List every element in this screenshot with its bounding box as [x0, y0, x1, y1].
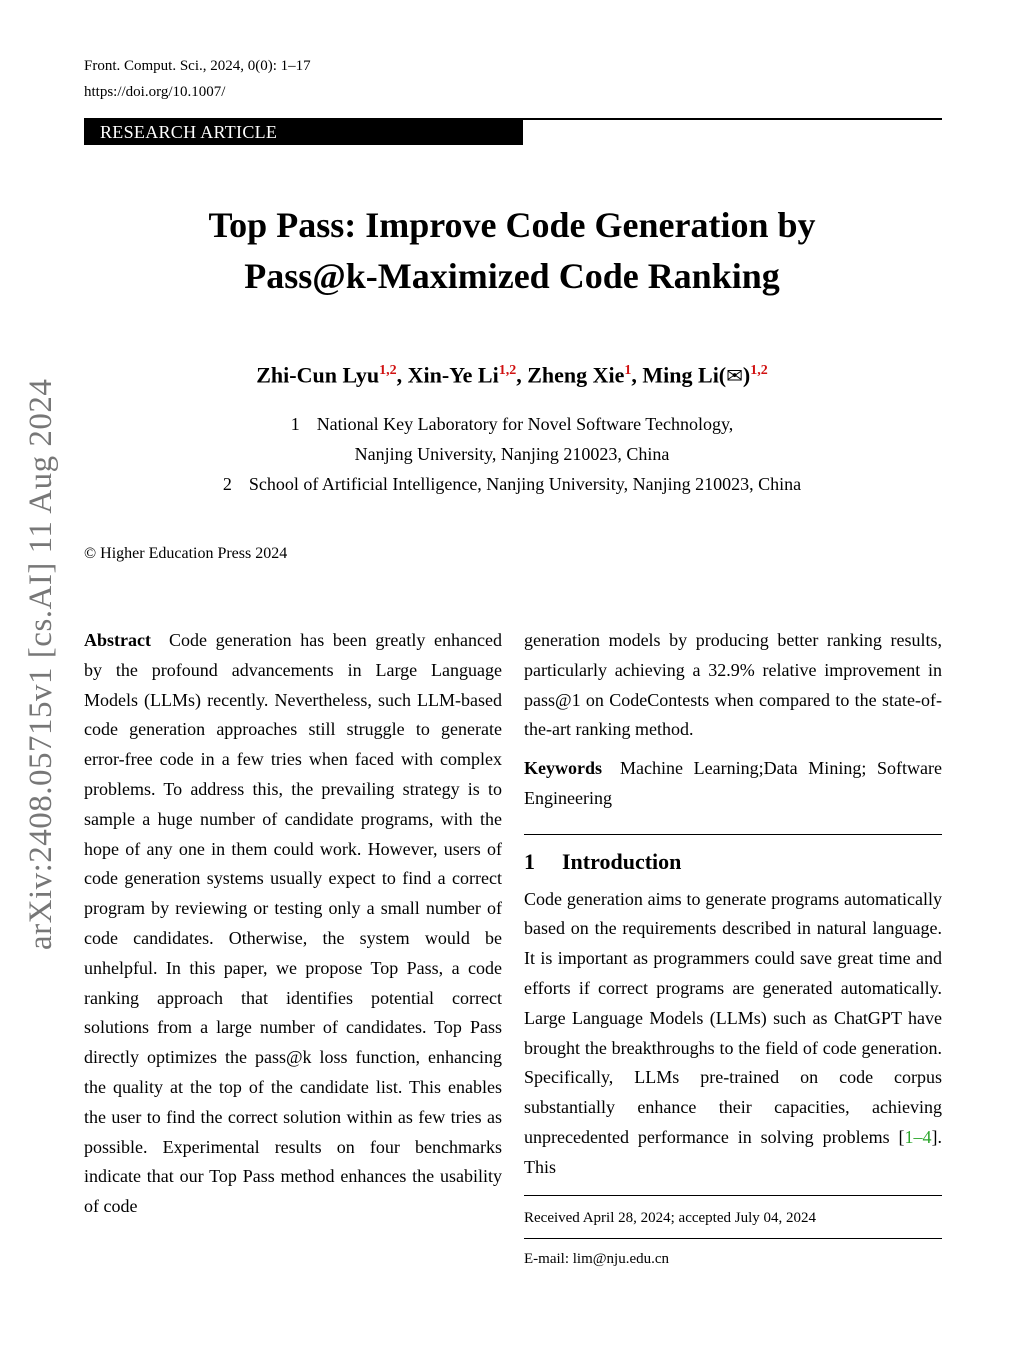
author-affil-mark[interactable]: 1,2	[498, 363, 517, 378]
affiliations	[84, 409, 940, 499]
author-name: Zheng Xie	[527, 362, 625, 388]
title-line-2: Pass@k-Maximized Code Ranking	[244, 256, 780, 296]
affiliation-2: 2 School of Artificial Intelligence, Nanjing University, Nanjing 210023, China	[222, 474, 802, 494]
arxiv-stamp: arXiv:2408.05715v1 [cs.AI] 11 Aug 2024	[23, 378, 59, 950]
author-name: Ming Li(	[642, 362, 727, 388]
intro-paragraph: Code generation aims to generate programs automatically based on the requirements described in natural language. It is important as programmers could save great time and efforts if correct programs are generated automatically. Large Language Models (LLMs) such as ChatGPT have brought the breakthroughs to the field of code generation. Specifically, LLMs pre-trained on code corpus substantially enhance their capacities, achieving unprecedented performance in solving problems [1–4]. This	[524, 888, 942, 1177]
abstract-column	[84, 626, 502, 1222]
author-name: Xin-Ye Li	[407, 362, 499, 388]
section-title: Introduction	[562, 848, 682, 874]
section-divider	[524, 834, 942, 835]
doi-link[interactable]: https://doi.org/10.1007/	[84, 84, 226, 100]
keywords-label: Keywords	[524, 758, 602, 779]
footnote-divider-2	[524, 1238, 942, 1239]
section-number: 1	[524, 848, 535, 874]
author-list: Zhi-Cun Lyu$^{1,2}$, Xin-Ye Li$^{1,2}$, Zheng Xie$^1$, Ming Li(✉)$^{1,2}$	[256, 362, 768, 388]
abstract-label: Abstract	[84, 630, 151, 650]
journal-header	[84, 53, 311, 105]
article-type-banner: RESEARCH ARTICLE	[84, 118, 523, 145]
author-affil-mark[interactable]: 1,2	[379, 363, 397, 378]
section-heading	[524, 847, 942, 877]
affiliation-1-cont: Nanjing University, Nanjing 210023, China	[354, 444, 670, 464]
copyright-notice: © Higher Education Press 2024	[84, 545, 288, 562]
envelope-icon: ✉	[726, 363, 743, 388]
abstract-continued: generation models by producing better ranking results, particularly achieving a 32.9% relative improvement in pass@1 on CodeContests when compared to the state-of-the-art ranking method.	[524, 630, 942, 740]
abstract-text: Code generation has been greatly enhanced by the profound advancements in Large Language Models (LLMs) recently. Nevertheless, such LLM-based code generation approaches still struggle to generate error-free code in a few tries when faced with complex problems. To address this, the prevailing strategy is to sample a huge number of candidate programs, with the hope of any one in them could work. However, users of code generation systems usually expect to find a correct program by reviewing or testing only a small number of code candidates. Otherwise, the system would be unhelpful. In this paper, we propose Top Pass, a code ranking approach that identifies potential correct solutions from a large number of candidates. Top Pass directly optimizes the pass@k loss function, enhancing the quality at the top of the candidate list. This enables the user to find the correct solution within as few tries as possible. Experimental results on four benchmarks indicate that our Top Pass method enhances the usability of code	[84, 630, 502, 1217]
right-column	[524, 626, 942, 1269]
author-affil-mark[interactable]: 1,2	[750, 363, 768, 378]
header-rule	[523, 118, 942, 120]
author-name: Zhi-Cun Lyu	[256, 362, 380, 388]
journal-citation: Front. Comput. Sci., 2024, 0(0): 1–17	[84, 58, 311, 74]
citation-link[interactable]: 1–4	[904, 1126, 932, 1147]
footnote-divider	[524, 1195, 942, 1196]
keywords-text: Machine Learning;Data Mining; Software Engineering	[524, 758, 942, 808]
title-line-1: Top Pass: Improve Code Generation by	[208, 205, 816, 245]
keywords	[524, 754, 942, 814]
contact-email[interactable]: E-mail: lim@nju.edu.cn	[524, 1250, 670, 1267]
author-affil-mark[interactable]: 1	[624, 363, 632, 378]
affiliation-1: 1 National Key Laboratory for Novel Software Technology,	[290, 414, 734, 434]
paper-title	[84, 200, 940, 302]
received-date: Received April 28, 2024; accepted July 04, 2024	[524, 1209, 817, 1226]
